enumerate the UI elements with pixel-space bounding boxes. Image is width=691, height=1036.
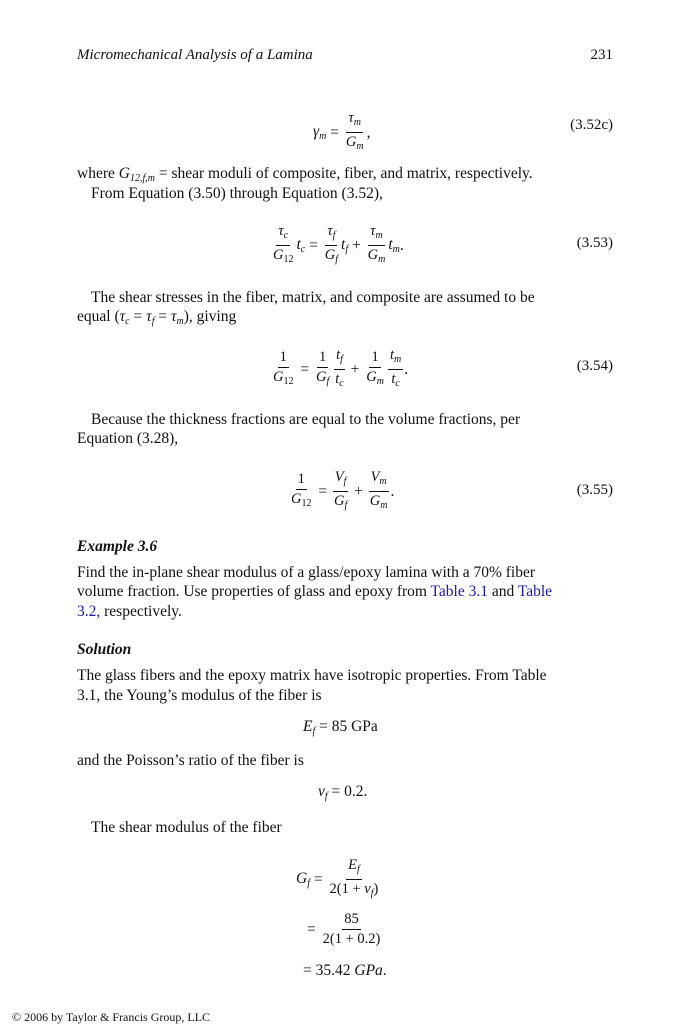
example-line: Find the in-plane shear modulus of a glass/epoxy lamina with a 70% fiber xyxy=(77,564,536,581)
solution-line: 3.1, the Young’s modulus of the fiber is xyxy=(77,687,322,704)
paragraph-line: equal $(\tau_c = \tau_f = \tau_m)$, giving xyxy=(77,308,237,327)
running-header: Micromechanical Analysis of a Lamina xyxy=(77,47,313,63)
shear-modulus-substitution: = $\frac{85}{2(1 + 0.2)}$ xyxy=(307,911,381,947)
copyright-footer: © 2006 by Taylor & Francis Group, LLC xyxy=(12,1010,211,1024)
equation-3-55: $\frac{1}{G_{12}}$ = $\frac{V_f}{G_f}$ + $\frac{V_m}{G_m}$ . xyxy=(291,469,395,511)
paragraph-line: The shear stresses in the fiber, matrix, and composite are assumed to be xyxy=(91,289,535,306)
shear-modulus-formula: $G_f$ = $\frac{E_f}{2(1 + \nu_f)}$ xyxy=(296,857,379,899)
solution-heading: Solution xyxy=(77,641,132,658)
example-line: volume fraction. Use properties of glass and epoxy from Table 3.1 and Table xyxy=(77,583,553,600)
fiber-youngs-modulus: $E_f = 85$ GPa xyxy=(303,718,378,737)
from-equation-line: From Equation (3.50) through Equation (3.52), xyxy=(91,185,383,202)
equation-number: (3.52c) xyxy=(570,117,613,133)
solution-line: and the Poisson’s ratio of the fiber is xyxy=(77,752,304,769)
example-line: 3.2, respectively. xyxy=(77,603,182,620)
page-number: 231 xyxy=(590,47,613,63)
equation-number: (3.54) xyxy=(576,358,613,374)
equation-3-54: $\frac{1}{G_{12}}$ = $\frac{1}{G_f}$ $\frac{t_f}{t_c}$ + $\frac{1}{G_m}$ $\frac{t_m}{t_c}$ . xyxy=(273,347,409,389)
equation-3-53: $\frac{\tau_c}{G_{12}}$ $t_c$ = $\frac{\tau_f}{G_f}$ $t_f$ + $\frac{\tau_m}{G_m}$ $t_m$ . xyxy=(273,223,404,265)
paragraph-line: Equation (3.28), xyxy=(77,430,179,447)
table-3-2-link[interactable]: Table xyxy=(517,583,553,600)
paragraph-line: Because the thickness fractions are equal to the volume fractions, per xyxy=(91,411,521,428)
example-heading: Example 3.6 xyxy=(77,538,158,555)
solution-line: The glass fibers and the epoxy matrix have isotropic properties. From Table xyxy=(77,667,547,684)
equation-number: (3.53) xyxy=(576,235,613,251)
where-line: where $G_{12,f,m}$ = shear moduli of composite, fiber, and matrix, respectively. xyxy=(77,165,533,184)
shear-modulus-result: = 35.42 GPa. xyxy=(303,962,387,979)
equation-number: (3.55) xyxy=(576,482,613,498)
table-3-1-link[interactable]: Table 3.1 xyxy=(430,583,488,600)
equation-3-52c: $\gamma_m$ = $\frac{\tau_m}{G_m}$ , xyxy=(313,110,371,152)
fiber-poisson-ratio: $\nu_f = 0.2$. xyxy=(318,783,368,802)
solution-line: The shear modulus of the fiber xyxy=(91,819,282,836)
table-3-2-link-cont[interactable]: 3.2, xyxy=(77,603,101,620)
